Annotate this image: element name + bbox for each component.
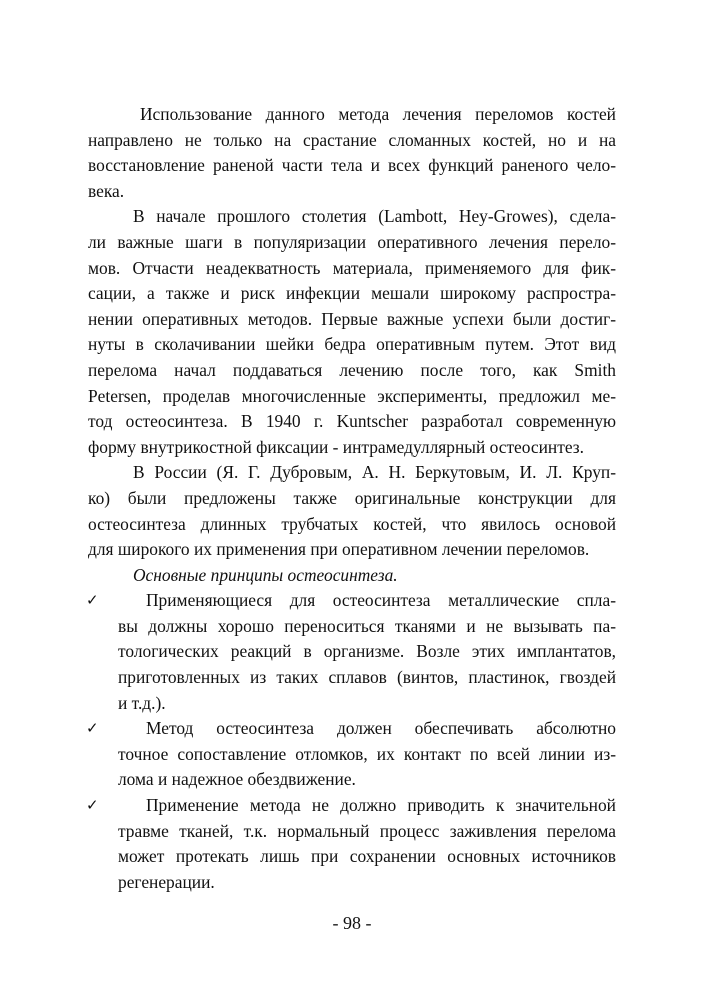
paragraph-1 bbox=[88, 102, 616, 204]
paragraph-line: точное сопоставление отломков, их контакт по всей линии из- bbox=[118, 743, 616, 764]
page-number: - 98 - bbox=[332, 913, 372, 933]
page-body bbox=[88, 102, 616, 895]
paragraph-line: форму внутрикостной фиксации - интрамедуллярный остеосинтез. bbox=[88, 436, 584, 457]
paragraph-line: мов. Отчасти неадекватность материала, применяемого для фик- bbox=[88, 257, 616, 278]
paragraph-line: вы должны хорошо переноситься тканями и не вызывать па- bbox=[118, 615, 616, 636]
list-item-text bbox=[118, 588, 616, 716]
paragraph-line: травме тканей, т.к. нормальный процесс заживления перелома bbox=[118, 820, 616, 841]
list-item bbox=[88, 716, 616, 793]
paragraph-line: направлено не только на срастание сломанных костей, но и на bbox=[88, 129, 616, 150]
list-item-text bbox=[118, 716, 616, 793]
principles-list bbox=[88, 588, 616, 895]
paragraph-line: нуты в сколачивании шейки бедра оперативным путем. Этот вид bbox=[88, 334, 616, 355]
paragraph-line: В начале прошлого столетия (Lambott, Hey-Growes), сдела- bbox=[133, 206, 616, 227]
paragraph-line: для широкого их применения при оперативном лечении переломов. bbox=[88, 539, 590, 560]
paragraph-line: лома и надежное обездвижение. bbox=[118, 769, 356, 790]
paragraph-line: века. bbox=[88, 180, 125, 201]
list-item bbox=[88, 588, 616, 716]
paragraph-line: Использование данного метода лечения переломов костей bbox=[140, 104, 616, 124]
list-item bbox=[88, 793, 616, 895]
paragraph-line: Применяющиеся для остеосинтеза металлические спла- bbox=[146, 590, 616, 611]
paragraph-line: Petersen, проделав многочисленные эксперименты, предложил ме- bbox=[88, 385, 616, 406]
paragraph-line: восстановление раненой части тела и всех функций раненого чело- bbox=[88, 155, 616, 176]
paragraph-line: может протекать лишь при сохранении основных источников bbox=[118, 846, 616, 867]
list-item-text bbox=[118, 793, 616, 895]
paragraph-line: нении оперативных методов. Первые важные успехи были достиг- bbox=[88, 308, 616, 329]
paragraph-line: остеосинтеза длинных трубчатых костей, что явилось основой bbox=[88, 513, 616, 534]
paragraph-line: Метод остеосинтеза должен обеспечивать абсолютно bbox=[146, 718, 616, 739]
paragraph-line: тологических реакций в организме. Возле этих имплантатов, bbox=[118, 641, 616, 662]
checkmark-icon: ✓ bbox=[86, 591, 99, 610]
paragraph-line: и т.д.). bbox=[118, 692, 166, 713]
checkmark-icon: ✓ bbox=[86, 796, 99, 815]
checkmark-icon: ✓ bbox=[86, 719, 99, 738]
paragraph-line: приготовленных из таких сплавов (винтов, пластинок, гвоздей bbox=[118, 667, 616, 688]
paragraph-line: сации, а также и риск инфекции мешали широкому распростра- bbox=[88, 283, 616, 304]
paragraph-3 bbox=[88, 460, 616, 562]
paragraph-line: В России (Я. Г. Дубровым, А. Н. Беркутовым, И. Л. Круп- bbox=[133, 462, 616, 483]
paragraph-line: регенерации. bbox=[118, 871, 215, 892]
paragraph-line: Применение метода не должно приводить к значительной bbox=[146, 795, 616, 816]
section-subtitle: Основные принципы остеосинтеза. bbox=[133, 564, 398, 585]
paragraph-line: ко) были предложены также оригинальные конструкции для bbox=[88, 487, 616, 508]
paragraph-line: перелома начал поддаваться лечению после того, как Smith bbox=[88, 359, 616, 380]
paragraph-line: тод остеосинтеза. В 1940 г. Kuntscher разработал современную bbox=[88, 411, 616, 432]
paragraph-2 bbox=[88, 204, 616, 460]
paragraph-line: ли важные шаги в популяризации оперативного лечения перело- bbox=[88, 231, 616, 252]
